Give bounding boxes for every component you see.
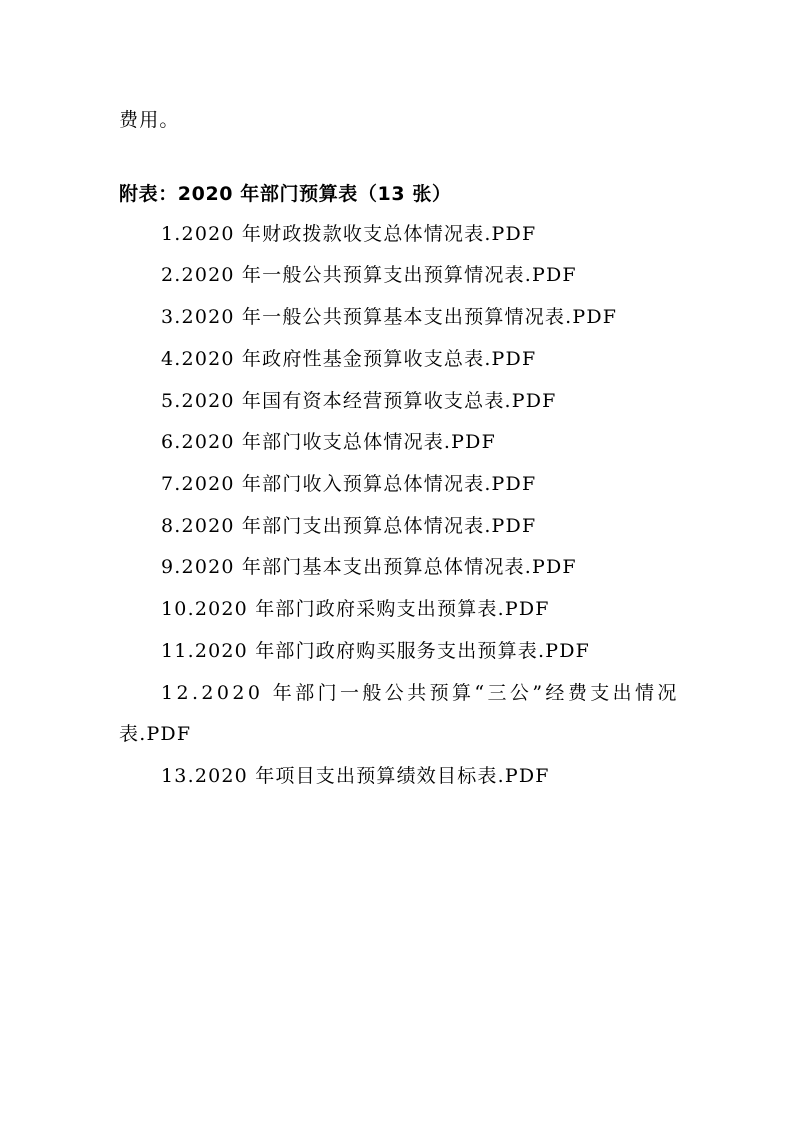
attachment-item-13: 13.2020 年项目支出预算绩效目标表.PDF (161, 765, 550, 787)
attachment-item-12-continuation: 表.PDF (119, 723, 192, 745)
attachment-item-2: 2.2020 年一般公共预算支出预算情况表.PDF (161, 264, 577, 286)
attachment-item-7: 7.2020 年部门收入预算总体情况表.PDF (161, 473, 537, 495)
attachments-heading: 附表：2020 年部门预算表（13 张） (119, 183, 452, 205)
intro-paragraph-tail: 费用。 (119, 109, 180, 131)
attachment-item-3: 3.2020 年一般公共预算基本支出预算情况表.PDF (161, 306, 618, 328)
attachment-item-12: 12.2020 年部门一般公共预算“三公”经费支出情况 (161, 682, 680, 704)
attachment-item-6: 6.2020 年部门收支总体情况表.PDF (161, 431, 496, 453)
attachment-item-8: 8.2020 年部门支出预算总体情况表.PDF (161, 515, 537, 537)
attachment-item-4: 4.2020 年政府性基金预算收支总表.PDF (161, 348, 537, 370)
attachment-item-9: 9.2020 年部门基本支出预算总体情况表.PDF (161, 556, 577, 578)
attachment-item-5: 5.2020 年国有资本经营预算收支总表.PDF (161, 390, 557, 412)
attachment-item-1: 1.2020 年财政拨款收支总体情况表.PDF (161, 223, 537, 245)
attachment-item-11: 11.2020 年部门政府购买服务支出预算表.PDF (161, 640, 591, 662)
attachment-item-10: 10.2020 年部门政府采购支出预算表.PDF (161, 598, 550, 620)
